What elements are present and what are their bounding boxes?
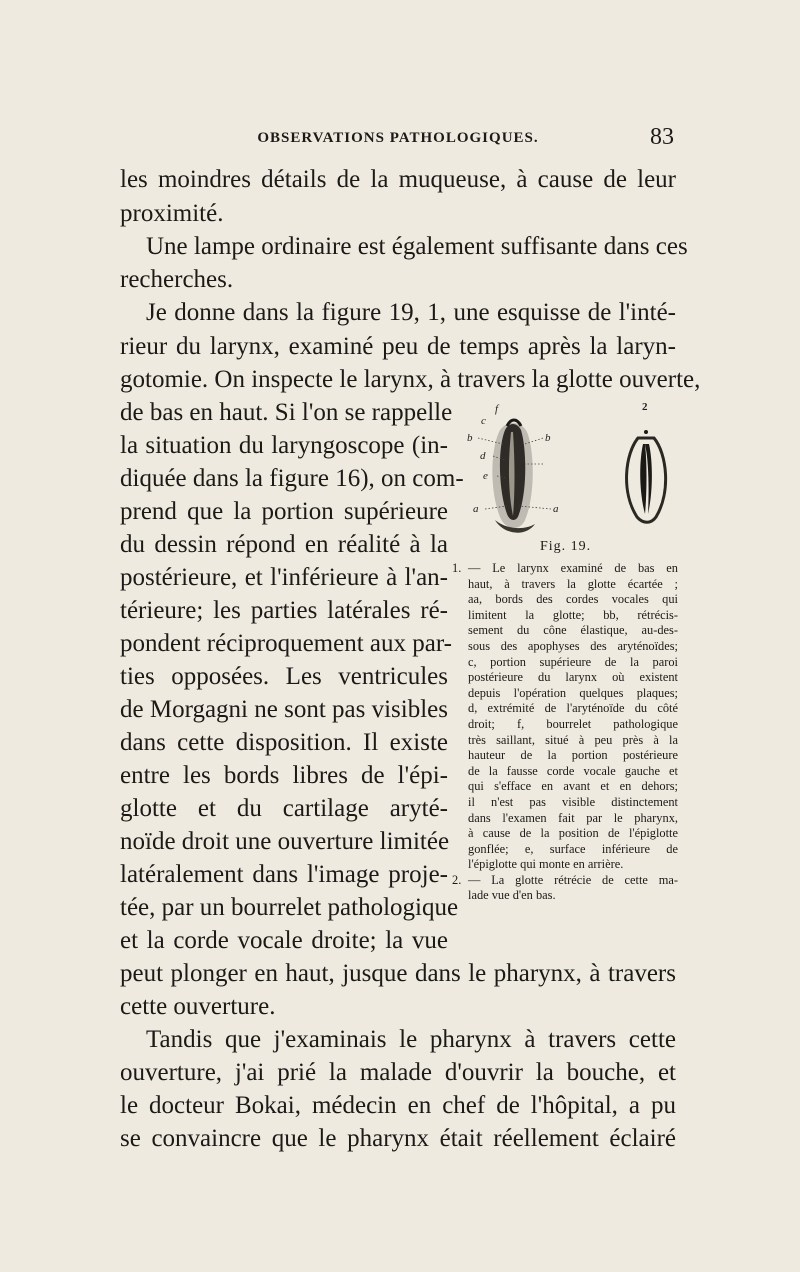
text-line: les moindres détails de la muqueuse, à cause de leur — [120, 166, 676, 193]
caption-line: très saillant, situé à peu près à la — [468, 732, 678, 747]
text-line: prend que la portion supérieure — [120, 498, 448, 525]
text-line: ties opposées. Les ventricules — [120, 663, 448, 690]
caption-line: gonflée; e, surface inférieure de — [468, 841, 678, 856]
caption-line — [452, 561, 678, 577]
text-line: rieur du larynx, examiné peu de temps après la laryn- — [120, 333, 676, 360]
caption-line: hauteur de la portion postérieure — [468, 748, 678, 763]
text-line: le docteur Bokai, médecin en chef de l'hôpital, a pu — [120, 1092, 676, 1119]
caption-line: c, portion supérieure de la paroi — [468, 654, 678, 669]
caption-line: depuis l'opération quelques plaques; — [468, 685, 678, 700]
running-title: OBSERVATIONS PATHOLOGIQUES. — [257, 130, 539, 146]
figure-letter-e: e — [483, 470, 488, 482]
caption-line: limitent la glotte; bb, rétrécis- — [468, 607, 678, 622]
page-number: 83 — [650, 124, 674, 150]
caption-line: aa, bords des cordes vocales qui — [468, 592, 678, 607]
figure-19-illustration — [455, 392, 680, 542]
figure-number-2: 2 — [642, 401, 648, 413]
text-line: recherches. — [120, 266, 234, 293]
text-line: Je donne dans la figure 19, 1, une esquisse de l'inté- — [146, 299, 676, 326]
caption-number: 1. — [452, 561, 462, 575]
caption-line: l'épiglotte qui monte en arrière. — [468, 857, 624, 872]
figure-letter-b-left: b — [467, 432, 473, 444]
text-line: proximité. — [120, 200, 224, 227]
caption-line — [452, 873, 678, 889]
caption-line: lade vue d'en bas. — [468, 888, 556, 903]
caption-line: qui s'efface en avant et en dehors; — [468, 779, 678, 794]
larynx-drawing — [455, 392, 680, 542]
figure-letter-f: f — [495, 403, 499, 415]
figure-letter-a-right: a — [553, 503, 559, 515]
caption-line: il n'est pas visible distinctement — [468, 794, 678, 809]
caption-number: 2. — [452, 872, 462, 887]
figure-letter-c: c — [481, 415, 486, 427]
caption-line: haut, à travers la glotte écartée ; — [468, 576, 678, 591]
figure-label: Fig. 19. — [540, 539, 592, 554]
text-line: de Morgagni ne sont pas visibles — [120, 696, 448, 723]
figure-letter-b-right: b — [545, 432, 551, 444]
figure-letter-d: d — [480, 450, 486, 462]
text-line: cette ouverture. — [120, 993, 276, 1020]
text-line: du dessin répond en réalité à la — [120, 531, 448, 558]
text-line: entre les bords libres de l'épi- — [120, 762, 448, 789]
text-line: térieure; les parties latérales ré- — [120, 597, 448, 624]
text-line: latéralement dans l'image proje- — [120, 861, 448, 888]
larynx-view-2 — [627, 430, 666, 522]
text-line: tée, par un bourrelet pathologique — [120, 894, 459, 921]
text-line: postérieure, et l'inférieure à l'an- — [120, 564, 448, 591]
text-line: la situation du laryngoscope (in- — [120, 432, 448, 459]
larynx-view-1 — [492, 420, 535, 533]
text-line: se convaincre que le pharynx était réellement éclairé — [120, 1125, 676, 1152]
caption-line: à cause de la position de l'épiglotte — [468, 826, 678, 841]
caption-text: — Le larynx examiné de bas en — [468, 561, 678, 575]
text-line: diquée dans la figure 16), on com- — [120, 465, 464, 492]
caption-line: sous des apophyses des aryténoïdes; — [468, 638, 678, 653]
text-line: et la corde vocale droite; la vue — [120, 927, 448, 954]
text-line: de bas en haut. Si l'on se rappelle — [120, 399, 453, 426]
text-line: pondent réciproquement aux par- — [120, 630, 453, 657]
text-line: dans cette disposition. Il existe — [120, 729, 448, 756]
text-line: peut plonger en haut, jusque dans le pharynx, à travers — [120, 960, 676, 987]
text-line: Une lampe ordinaire est également suffisante dans ces — [146, 233, 688, 260]
text-line: Tandis que j'examinais le pharynx à travers cette — [146, 1026, 676, 1053]
caption-line: dans l'examen fait par le pharynx, — [468, 810, 678, 825]
running-head — [120, 124, 676, 156]
text-line: gotomie. On inspecte le larynx, à travers la glotte ouverte, — [120, 366, 701, 393]
figure-caption — [452, 561, 678, 904]
caption-line: droit; f, bourrelet pathologique — [468, 716, 678, 731]
caption-line: postérieure du larynx où existent — [468, 670, 678, 685]
figure-letter-a-left: a — [473, 503, 479, 515]
text-line: noïde droit une ouverture limitée — [120, 828, 450, 855]
text-line: ouverture, j'ai prié la malade d'ouvrir la bouche, et — [120, 1059, 676, 1086]
caption-line: d, extrémité de l'aryténoïde du côté — [468, 701, 678, 716]
text-line: glotte et du cartilage aryté- — [120, 795, 448, 822]
caption-text: — La glotte rétrécie de cette ma- — [468, 872, 678, 887]
caption-line: sement du cône élastique, au-des- — [468, 623, 678, 638]
caption-line: de la fausse corde vocale gauche et — [468, 763, 678, 778]
